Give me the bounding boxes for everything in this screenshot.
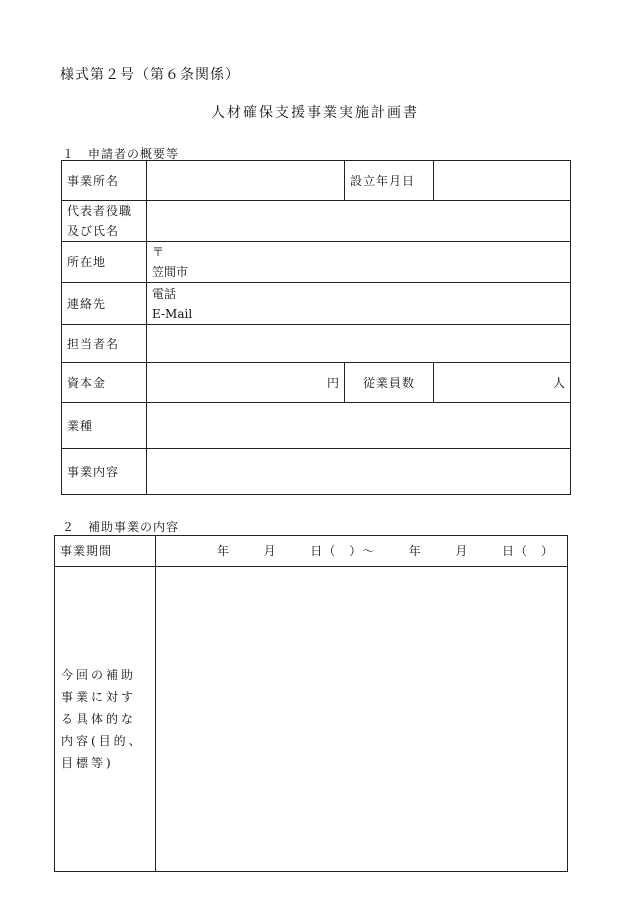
- project-details-field[interactable]: [156, 567, 568, 872]
- address-label: 所在地: [62, 242, 147, 283]
- established-date-label: 設立年月日: [345, 161, 434, 201]
- person-in-charge-field[interactable]: [147, 325, 571, 363]
- period-day2: 日（ ）: [501, 544, 554, 558]
- capital-field[interactable]: [147, 363, 345, 403]
- contact-label: 連絡先: [62, 283, 147, 325]
- representative-label-line1: 代表者役職: [67, 204, 133, 218]
- business-name-label: 事業所名: [62, 161, 147, 201]
- period-day1: 日（ ）～: [310, 544, 376, 558]
- business-content-label: 事業内容: [62, 449, 147, 495]
- employees-field[interactable]: [434, 363, 571, 403]
- period-month2: 月: [455, 544, 469, 558]
- email-label: E-Mail: [152, 306, 193, 321]
- business-name-field[interactable]: [147, 161, 345, 201]
- representative-label-line2: 及び氏名: [67, 224, 120, 238]
- form-number-label: 様式第２号（第６条関係）: [60, 67, 240, 83]
- employees-unit: 人: [552, 375, 565, 390]
- section1-heading: １ 申請者の概要等: [62, 147, 180, 161]
- project-period-label: 事業期間: [55, 536, 156, 567]
- period-year1: 年: [217, 544, 231, 558]
- industry-label: 業種: [62, 403, 147, 449]
- document-title: 人材確保支援事業実施計画書: [211, 105, 419, 121]
- project-details-table: [54, 535, 568, 872]
- employees-label: 従業員数: [345, 363, 434, 403]
- section2-heading: ２ 補助事業の内容: [62, 520, 180, 534]
- project-details-label: 今回の補助事業に対する具体的な内容(目的、目標等): [55, 567, 156, 872]
- established-date-field[interactable]: [434, 161, 571, 201]
- representative-field[interactable]: [147, 201, 571, 242]
- representative-label: [62, 201, 147, 242]
- period-text: [161, 541, 562, 561]
- contact-field[interactable]: [147, 283, 571, 325]
- person-in-charge-label: 担当者名: [62, 325, 147, 363]
- address-field[interactable]: [147, 242, 571, 283]
- postal-mark: 〒: [152, 245, 165, 259]
- city-text: 笠間市: [152, 265, 189, 279]
- period-month1: 月: [263, 544, 277, 558]
- capital-unit: 円: [326, 375, 339, 390]
- business-content-field[interactable]: [147, 449, 571, 495]
- capital-label: 資本金: [62, 363, 147, 403]
- project-period-field[interactable]: [156, 536, 568, 567]
- applicant-overview-table: [61, 160, 571, 495]
- period-year2: 年: [408, 544, 422, 558]
- phone-label: 電話: [152, 286, 177, 301]
- industry-field[interactable]: [147, 403, 571, 449]
